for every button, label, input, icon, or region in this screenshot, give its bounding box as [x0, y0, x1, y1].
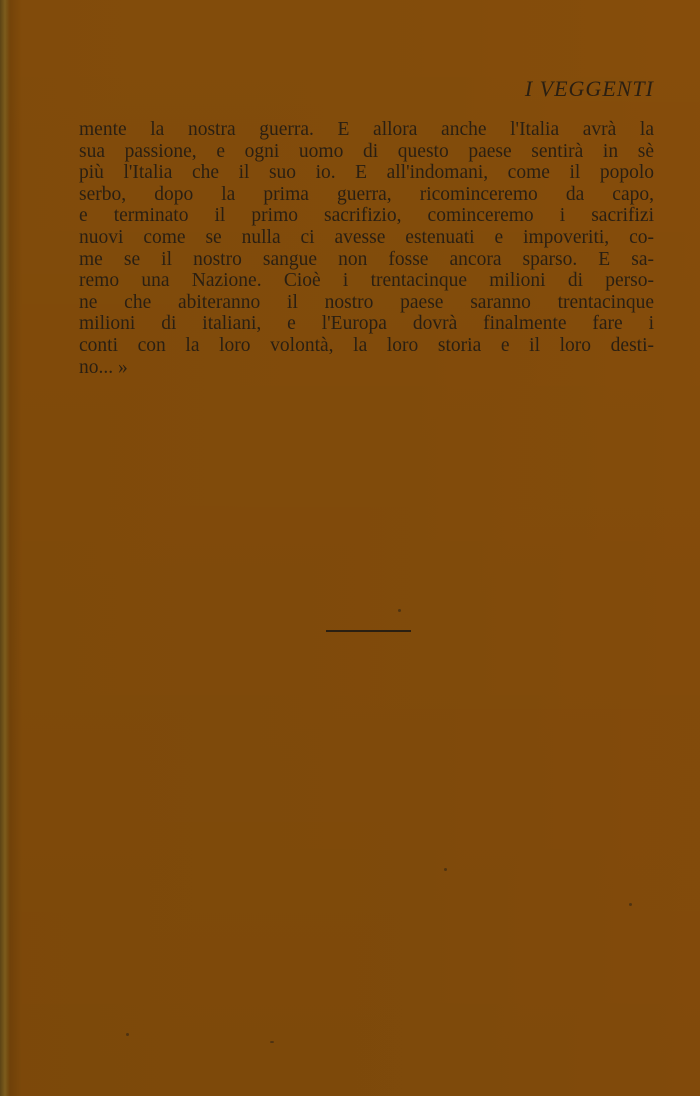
- text-line: sua passione, e ogni uomo di questo paese sentirà in sè: [79, 140, 654, 162]
- text-line: più l'Italia che il suo io. E all'indomani, come il popolo: [79, 162, 654, 184]
- paper-speck: [270, 1041, 274, 1043]
- text-line: mente la nostra guerra. E allora anche l'Italia avrà la: [79, 119, 654, 140]
- text-line: nuovi come se nulla ci avesse estenuati e impoveriti, co-: [79, 226, 654, 248]
- paper-speck: [629, 903, 632, 906]
- section-end-rule: [326, 630, 411, 632]
- text-line: e terminato il primo sacrifizio, cominceremo i sacrifizi: [79, 205, 654, 227]
- paper-speck: [126, 1033, 129, 1036]
- text-line: remo una Nazione. Cioè i trentacinque milioni di perso-: [79, 270, 654, 292]
- text-line: serbo, dopo la prima guerra, ricominceremo da capo,: [79, 183, 654, 205]
- text-line: conti con la loro volontà, la loro storia e il loro desti-: [79, 334, 654, 356]
- paper-speck: [398, 609, 401, 612]
- paper-speck: [444, 868, 447, 871]
- page-spine: [0, 0, 10, 1096]
- body-text: [79, 119, 654, 378]
- running-head: I VEGGENTI: [524, 76, 654, 101]
- text-line: ne che abiteranno il nostro paese saranno trentacinque: [79, 291, 654, 313]
- text-line: me se il nostro sangue non fosse ancora sparso. E sa-: [79, 248, 654, 270]
- text-line: milioni di italiani, e l'Europa dovrà finalmente fare i: [79, 313, 654, 335]
- text-line: no... »: [79, 356, 128, 378]
